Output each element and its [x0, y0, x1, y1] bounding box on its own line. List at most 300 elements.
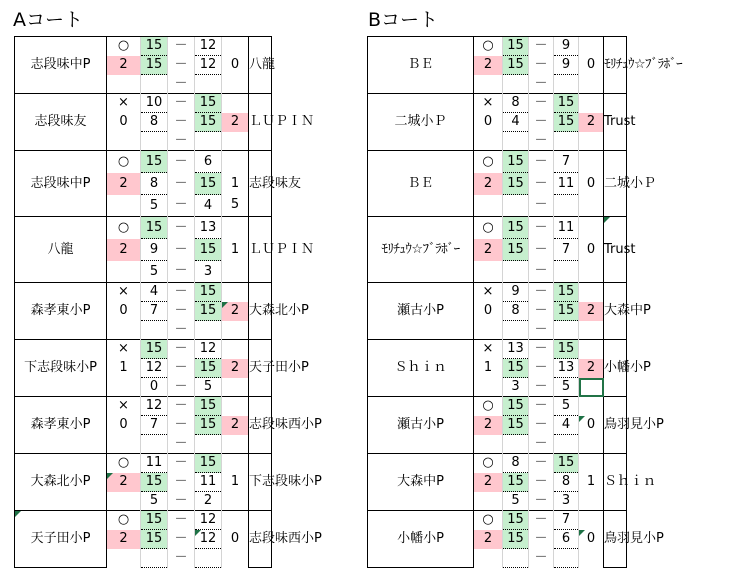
- left-team-name[interactable]: 瀬古小P: [368, 397, 474, 454]
- left-game-score[interactable]: 10: [141, 94, 168, 113]
- right-sets-won[interactable]: 0: [579, 173, 604, 195]
- left-game-score[interactable]: 9: [503, 283, 529, 302]
- left-team-name[interactable]: 森孝東小P: [15, 397, 107, 454]
- right-game-score[interactable]: 2: [195, 492, 222, 511]
- score-dash: －: [168, 56, 195, 75]
- right-game-score[interactable]: 15: [554, 94, 579, 113]
- right-team-name[interactable]: 小幡小P: [604, 340, 627, 397]
- right-sets-won[interactable]: 1: [222, 173, 249, 195]
- right-game-score[interactable]: 15: [195, 416, 222, 435]
- score-dash: －: [529, 378, 554, 397]
- left-game-score[interactable]: 8: [503, 94, 529, 113]
- match-row: [15, 37, 366, 56]
- right-sets-won[interactable]: 0: [579, 416, 604, 435]
- right-game-score[interactable]: 13: [554, 359, 579, 378]
- empty-cell[interactable]: [579, 195, 604, 217]
- empty-cell[interactable]: [222, 283, 249, 302]
- score-dash: －: [529, 75, 554, 94]
- right-sets-won[interactable]: 0: [579, 239, 604, 261]
- left-team-name[interactable]: 大森中P: [368, 454, 474, 511]
- left-game-score[interactable]: 15: [141, 530, 168, 549]
- right-game-score[interactable]: [554, 549, 579, 568]
- left-game-score[interactable]: 5: [141, 261, 168, 283]
- result-mark[interactable]: ×: [474, 283, 503, 302]
- right-game-score[interactable]: 12: [195, 340, 222, 359]
- left-game-score[interactable]: [503, 549, 529, 568]
- empty-cell[interactable]: [579, 492, 604, 511]
- left-sets-won[interactable]: 0: [107, 302, 141, 321]
- empty-cell[interactable]: [222, 321, 249, 340]
- result-mark[interactable]: ○: [474, 397, 503, 416]
- empty-cell[interactable]: [474, 378, 503, 397]
- empty-cell[interactable]: [579, 378, 604, 397]
- right-game-score[interactable]: [195, 549, 222, 568]
- score-dash: －: [529, 530, 554, 549]
- left-game-score[interactable]: [141, 132, 168, 151]
- left-sets-won[interactable]: 2: [474, 239, 503, 261]
- left-sets-won[interactable]: 2: [107, 173, 141, 195]
- left-sets-won[interactable]: 0: [107, 416, 141, 435]
- left-game-score[interactable]: 15: [503, 239, 529, 261]
- empty-cell[interactable]: [222, 261, 249, 283]
- right-team-name[interactable]: ＬＵＰＩＮ: [249, 217, 272, 283]
- score-dash: －: [529, 173, 554, 195]
- result-mark[interactable]: ×: [474, 94, 503, 113]
- right-game-score[interactable]: 13: [195, 217, 222, 239]
- left-sets-won[interactable]: 2: [107, 56, 141, 75]
- left-sets-won[interactable]: 2: [474, 530, 503, 549]
- result-mark[interactable]: ○: [474, 217, 503, 239]
- right-game-score[interactable]: 12: [195, 511, 222, 530]
- left-game-score[interactable]: 7: [141, 416, 168, 435]
- left-sets-won[interactable]: 2: [474, 56, 503, 75]
- left-sets-won[interactable]: 1: [107, 359, 141, 378]
- score-dash: －: [168, 454, 195, 473]
- match-row: [368, 283, 734, 302]
- right-team-name[interactable]: 大森中P: [604, 283, 627, 340]
- right-game-score[interactable]: 7: [554, 511, 579, 530]
- empty-cell[interactable]: [107, 75, 141, 94]
- left-game-score[interactable]: 11: [141, 454, 168, 473]
- left-game-score[interactable]: 12: [141, 397, 168, 416]
- score-dash: －: [529, 549, 554, 568]
- left-game-score[interactable]: 5: [503, 492, 529, 511]
- right-sets-won[interactable]: 2: [222, 359, 249, 378]
- empty-cell[interactable]: [579, 132, 604, 151]
- left-sets-won[interactable]: 2: [474, 173, 503, 195]
- match-row: [15, 283, 366, 302]
- right-game-score[interactable]: 7: [554, 151, 579, 173]
- left-team-name[interactable]: 小幡小P: [368, 511, 474, 568]
- left-game-score[interactable]: 0: [141, 378, 168, 397]
- empty-cell[interactable]: [222, 94, 249, 113]
- left-team-name[interactable]: 志段味友: [15, 94, 107, 151]
- score-dash: －: [168, 37, 195, 56]
- score-dash: －: [529, 132, 554, 151]
- left-team-name[interactable]: 森孝東小P: [15, 283, 107, 340]
- left-game-score[interactable]: [141, 435, 168, 454]
- left-game-score[interactable]: 9: [141, 239, 168, 261]
- right-sets-won[interactable]: 2: [579, 359, 604, 378]
- right-game-score[interactable]: 11: [195, 473, 222, 492]
- left-team-name[interactable]: ＢＥ: [368, 37, 474, 94]
- match-row: [368, 151, 734, 173]
- result-mark[interactable]: ○: [474, 511, 503, 530]
- left-game-score[interactable]: 15: [503, 56, 529, 75]
- match-row: [368, 37, 734, 56]
- left-sets-won[interactable]: 2: [474, 416, 503, 435]
- match-row: [368, 217, 734, 239]
- score-dash: －: [168, 151, 195, 173]
- empty-cell[interactable]: [579, 454, 604, 473]
- empty-cell[interactable]: [579, 75, 604, 94]
- score-dash: －: [529, 397, 554, 416]
- empty-cell[interactable]: [474, 195, 503, 217]
- right-team-name[interactable]: 志段味西小P: [249, 511, 272, 568]
- right-game-score[interactable]: 15: [195, 283, 222, 302]
- left-game-score[interactable]: 15: [141, 340, 168, 359]
- right-game-score[interactable]: 15: [195, 173, 222, 195]
- left-game-score[interactable]: 15: [503, 359, 529, 378]
- left-game-score[interactable]: 15: [141, 217, 168, 239]
- left-game-score[interactable]: 15: [503, 511, 529, 530]
- empty-cell[interactable]: [579, 94, 604, 113]
- score-dash: －: [529, 113, 554, 132]
- empty-cell[interactable]: [107, 195, 141, 217]
- result-mark[interactable]: ○: [474, 151, 503, 173]
- empty-cell[interactable]: [474, 75, 503, 94]
- right-game-score[interactable]: 6: [195, 151, 222, 173]
- score-dash: －: [168, 397, 195, 416]
- right-game-score[interactable]: 6: [554, 530, 579, 549]
- result-mark[interactable]: ○: [474, 37, 503, 56]
- right-team-name[interactable]: 下志段味小P: [249, 454, 272, 511]
- right-team-name[interactable]: Trust: [604, 217, 627, 283]
- right-game-score[interactable]: 15: [195, 94, 222, 113]
- left-game-score[interactable]: 15: [141, 511, 168, 530]
- left-team-name[interactable]: 志段味中P: [15, 151, 107, 217]
- left-sets-won[interactable]: 0: [474, 302, 503, 321]
- left-game-score[interactable]: [503, 132, 529, 151]
- right-game-score[interactable]: [554, 75, 579, 94]
- empty-cell[interactable]: [474, 321, 503, 340]
- empty-cell[interactable]: [474, 132, 503, 151]
- result-mark[interactable]: ○: [107, 37, 141, 56]
- right-sets-won[interactable]: 1: [579, 473, 604, 492]
- right-team-name[interactable]: ＬＵＰＩＮ: [249, 94, 272, 151]
- right-game-score[interactable]: [195, 321, 222, 340]
- result-mark[interactable]: ○: [107, 151, 141, 173]
- left-game-score[interactable]: 8: [141, 113, 168, 132]
- empty-cell[interactable]: [107, 321, 141, 340]
- empty-cell[interactable]: [107, 492, 141, 511]
- score-dash: －: [529, 416, 554, 435]
- left-game-score[interactable]: 15: [141, 56, 168, 75]
- score-dash: －: [168, 75, 195, 94]
- result-mark[interactable]: ×: [107, 94, 141, 113]
- right-sets-won[interactable]: 2: [222, 113, 249, 132]
- right-team-name[interactable]: 鳥羽見小P: [604, 511, 627, 568]
- score-dash: －: [168, 473, 195, 492]
- left-sets-won[interactable]: 2: [474, 473, 503, 492]
- left-game-score[interactable]: [503, 435, 529, 454]
- empty-cell[interactable]: [222, 511, 249, 530]
- left-game-score[interactable]: [503, 321, 529, 340]
- score-dash: －: [168, 321, 195, 340]
- result-mark[interactable]: ×: [107, 340, 141, 359]
- empty-cell[interactable]: [107, 261, 141, 283]
- match-row: [15, 397, 366, 416]
- left-game-score[interactable]: 5: [141, 195, 168, 217]
- right-sets-won[interactable]: 2: [579, 113, 604, 132]
- left-sets-won[interactable]: 0: [107, 113, 141, 132]
- right-game-score[interactable]: 4: [195, 195, 222, 217]
- left-game-score[interactable]: 15: [503, 416, 529, 435]
- right-sets-won[interactable]: 1: [222, 473, 249, 492]
- left-sets-won[interactable]: 1: [474, 359, 503, 378]
- right-sets-won[interactable]: 2: [222, 302, 249, 321]
- right-team-name[interactable]: 志段味西小P: [249, 397, 272, 454]
- left-team-name[interactable]: 天子田小P: [15, 511, 107, 568]
- left-sets-won[interactable]: 0: [474, 113, 503, 132]
- left-game-score[interactable]: [503, 75, 529, 94]
- right-game-score[interactable]: 11: [554, 217, 579, 239]
- empty-cell[interactable]: [107, 435, 141, 454]
- left-team-name[interactable]: 下志段味小P: [15, 340, 107, 397]
- left-game-score[interactable]: 15: [503, 37, 529, 56]
- right-game-score[interactable]: [554, 261, 579, 283]
- score-dash: －: [168, 239, 195, 261]
- left-sets-won[interactable]: 2: [107, 473, 141, 492]
- left-game-score[interactable]: 15: [141, 473, 168, 492]
- left-game-score[interactable]: [503, 261, 529, 283]
- right-game-score[interactable]: 8: [554, 473, 579, 492]
- right-sets-won[interactable]: 2: [579, 302, 604, 321]
- empty-cell[interactable]: [579, 511, 604, 530]
- score-dash: －: [168, 549, 195, 568]
- score-dash: －: [168, 416, 195, 435]
- empty-cell[interactable]: [474, 435, 503, 454]
- right-team-name[interactable]: 志段味友: [249, 151, 272, 217]
- left-game-score[interactable]: [141, 75, 168, 94]
- left-team-name[interactable]: 瀬古小P: [368, 283, 474, 340]
- right-team-name[interactable]: 鳥羽見小P: [604, 397, 627, 454]
- left-team-name[interactable]: 大森北小P: [15, 454, 107, 511]
- empty-cell[interactable]: [222, 37, 249, 56]
- right-game-score[interactable]: [195, 75, 222, 94]
- right-game-score[interactable]: 11: [554, 173, 579, 195]
- empty-cell[interactable]: [222, 217, 249, 239]
- result-mark[interactable]: ×: [107, 397, 141, 416]
- empty-cell[interactable]: [107, 378, 141, 397]
- empty-cell[interactable]: [222, 435, 249, 454]
- score-dash: －: [168, 217, 195, 239]
- left-game-score[interactable]: 15: [503, 397, 529, 416]
- empty-cell[interactable]: [579, 549, 604, 568]
- score-dash: －: [529, 340, 554, 359]
- empty-cell[interactable]: [579, 340, 604, 359]
- score-dash: －: [529, 359, 554, 378]
- right-game-score[interactable]: [554, 321, 579, 340]
- empty-cell[interactable]: [579, 397, 604, 416]
- score-dash: －: [168, 173, 195, 195]
- score-dash: －: [168, 435, 195, 454]
- left-team-name[interactable]: ＢＥ: [368, 151, 474, 217]
- empty-cell[interactable]: [579, 283, 604, 302]
- right-game-score[interactable]: [195, 435, 222, 454]
- right-game-score[interactable]: 15: [195, 359, 222, 378]
- match-row: [368, 454, 734, 473]
- left-team-name[interactable]: 二城小Ｐ: [368, 94, 474, 151]
- empty-cell[interactable]: [579, 217, 604, 239]
- empty-cell[interactable]: [222, 132, 249, 151]
- match-row: [15, 454, 366, 473]
- left-game-score[interactable]: 7: [141, 302, 168, 321]
- score-dash: －: [529, 302, 554, 321]
- right-sets-won[interactable]: 2: [222, 416, 249, 435]
- empty-cell[interactable]: [222, 454, 249, 473]
- empty-cell[interactable]: 5: [222, 195, 249, 217]
- left-game-score[interactable]: 3: [503, 378, 529, 397]
- left-game-score[interactable]: 4: [141, 283, 168, 302]
- result-mark[interactable]: ×: [107, 283, 141, 302]
- left-game-score[interactable]: 8: [503, 302, 529, 321]
- empty-cell[interactable]: [222, 492, 249, 511]
- empty-cell[interactable]: [579, 37, 604, 56]
- right-sets-won[interactable]: 1: [222, 239, 249, 261]
- left-game-score[interactable]: 8: [141, 173, 168, 195]
- match-row: [368, 511, 734, 530]
- result-mark[interactable]: ○: [107, 217, 141, 239]
- right-team-name[interactable]: 八龍: [249, 37, 272, 94]
- left-team-name[interactable]: 八龍: [15, 217, 107, 283]
- left-game-score[interactable]: 15: [503, 473, 529, 492]
- empty-cell[interactable]: [474, 549, 503, 568]
- right-game-score[interactable]: [554, 195, 579, 217]
- right-game-score[interactable]: 15: [554, 340, 579, 359]
- right-team-name[interactable]: 二城小Ｐ: [604, 151, 627, 217]
- right-game-score[interactable]: [554, 132, 579, 151]
- right-game-score[interactable]: 12: [195, 37, 222, 56]
- empty-cell[interactable]: [579, 261, 604, 283]
- right-game-score[interactable]: 15: [195, 239, 222, 261]
- left-game-score[interactable]: [141, 549, 168, 568]
- empty-cell[interactable]: [579, 435, 604, 454]
- left-game-score[interactable]: 15: [141, 151, 168, 173]
- match-row: [15, 94, 366, 113]
- result-mark[interactable]: ○: [474, 454, 503, 473]
- empty-cell[interactable]: [222, 340, 249, 359]
- right-game-score[interactable]: 12: [195, 56, 222, 75]
- right-game-score[interactable]: 5: [195, 378, 222, 397]
- empty-cell[interactable]: [222, 151, 249, 173]
- right-game-score[interactable]: 3: [195, 261, 222, 283]
- right-game-score[interactable]: 15: [195, 454, 222, 473]
- left-sets-won[interactable]: 2: [107, 239, 141, 261]
- right-team-name[interactable]: Ｓｈｉｎ: [604, 454, 627, 511]
- left-game-score[interactable]: 15: [503, 530, 529, 549]
- left-game-score[interactable]: 15: [141, 37, 168, 56]
- right-team-name[interactable]: Trust: [604, 94, 627, 151]
- right-game-score[interactable]: 12: [195, 530, 222, 549]
- right-game-score[interactable]: 15: [195, 113, 222, 132]
- score-dash: －: [529, 195, 554, 217]
- empty-cell[interactable]: [579, 151, 604, 173]
- match-row: [15, 340, 366, 359]
- empty-cell[interactable]: [222, 75, 249, 94]
- left-game-score[interactable]: 5: [141, 492, 168, 511]
- right-game-score[interactable]: [195, 132, 222, 151]
- score-dash: －: [168, 113, 195, 132]
- right-sets-won[interactable]: 0: [222, 530, 249, 549]
- right-game-score[interactable]: 7: [554, 239, 579, 261]
- result-mark[interactable]: ×: [474, 340, 503, 359]
- right-sets-won[interactable]: 0: [222, 56, 249, 75]
- right-game-score[interactable]: 3: [554, 492, 579, 511]
- left-team-name[interactable]: 志段味中P: [15, 37, 107, 94]
- right-team-name[interactable]: 大森北小P: [249, 283, 272, 340]
- right-game-score[interactable]: 5: [554, 397, 579, 416]
- right-sets-won[interactable]: 0: [579, 530, 604, 549]
- empty-cell[interactable]: [222, 397, 249, 416]
- right-game-score[interactable]: 9: [554, 37, 579, 56]
- left-game-score[interactable]: 15: [503, 217, 529, 239]
- left-game-score[interactable]: 4: [503, 113, 529, 132]
- left-team-name[interactable]: Ｓｈｉｎ: [368, 340, 474, 397]
- score-dash: －: [529, 94, 554, 113]
- score-dash: －: [529, 492, 554, 511]
- empty-cell[interactable]: [107, 549, 141, 568]
- score-dash: －: [168, 511, 195, 530]
- score-dash: －: [168, 359, 195, 378]
- right-game-score[interactable]: 15: [554, 454, 579, 473]
- left-game-score[interactable]: 12: [141, 359, 168, 378]
- left-sets-won[interactable]: 2: [107, 530, 141, 549]
- right-game-score[interactable]: 9: [554, 56, 579, 75]
- right-game-score[interactable]: 15: [554, 113, 579, 132]
- score-dash: －: [529, 56, 554, 75]
- left-game-score[interactable]: 15: [503, 151, 529, 173]
- left-game-score[interactable]: [141, 321, 168, 340]
- empty-cell[interactable]: [474, 492, 503, 511]
- score-dash: －: [529, 261, 554, 283]
- left-game-score[interactable]: [503, 195, 529, 217]
- empty-cell[interactable]: [222, 378, 249, 397]
- match-row: [368, 340, 734, 359]
- right-game-score[interactable]: 15: [195, 397, 222, 416]
- right-game-score[interactable]: [554, 435, 579, 454]
- left-game-score[interactable]: 15: [503, 173, 529, 195]
- right-game-score[interactable]: 5: [554, 378, 579, 397]
- score-dash: －: [168, 378, 195, 397]
- result-mark[interactable]: ○: [107, 454, 141, 473]
- empty-cell[interactable]: [107, 132, 141, 151]
- empty-cell[interactable]: [222, 549, 249, 568]
- right-game-score[interactable]: 4: [554, 416, 579, 435]
- left-game-score[interactable]: 13: [503, 340, 529, 359]
- left-team-name[interactable]: ﾓﾘﾁｭｳ☆ﾌﾞﾗﾎﾞｰ: [368, 217, 474, 283]
- right-game-score[interactable]: 15: [195, 302, 222, 321]
- result-mark[interactable]: ○: [107, 511, 141, 530]
- right-team-name[interactable]: ﾓﾘﾁｭｳ☆ﾌﾞﾗﾎﾞｰ: [604, 37, 627, 94]
- empty-cell[interactable]: [579, 321, 604, 340]
- right-game-score[interactable]: 15: [554, 283, 579, 302]
- right-sets-won[interactable]: 0: [579, 56, 604, 75]
- right-game-score[interactable]: 15: [554, 302, 579, 321]
- left-game-score[interactable]: 8: [503, 454, 529, 473]
- empty-cell[interactable]: [474, 261, 503, 283]
- right-team-name[interactable]: 天子田小P: [249, 340, 272, 397]
